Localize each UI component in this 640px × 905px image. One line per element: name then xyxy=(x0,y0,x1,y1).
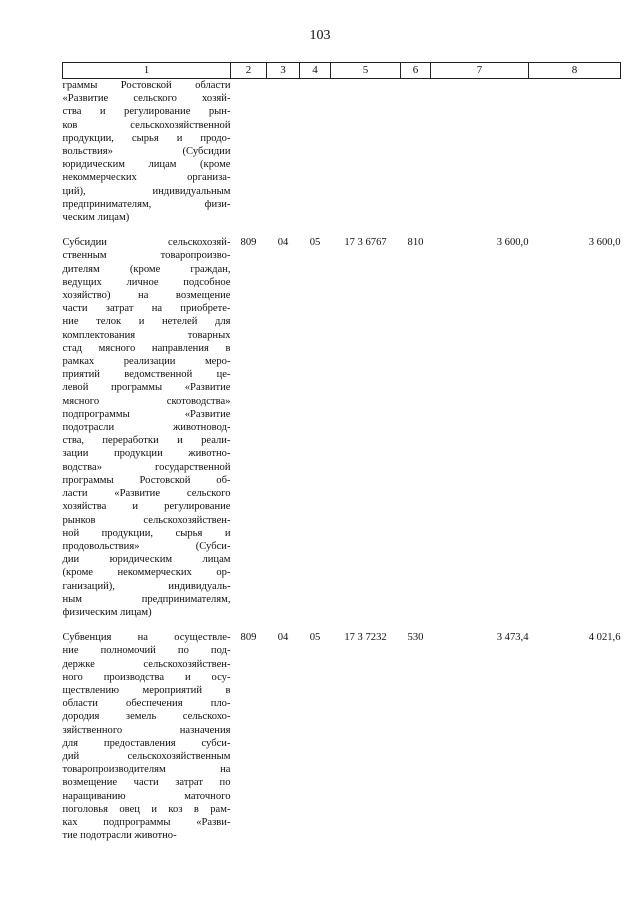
description-line: некоммерческих организа- xyxy=(62,172,231,184)
description-line: Субсидии сельскохозяй- xyxy=(62,237,231,249)
description-line: водства» государственной xyxy=(62,461,231,473)
column-header: 1 xyxy=(63,63,231,79)
code-cell-c4 xyxy=(300,79,331,225)
description-line: части затрат на приобрете- xyxy=(62,303,231,315)
description-line: ной продукции, сырья и xyxy=(62,527,231,539)
description-line: ций), индивидуальным xyxy=(62,185,231,197)
code-cell-c4: 05 xyxy=(309,632,321,644)
budget-table xyxy=(62,62,621,842)
description-line: продукции, сырья и продо- xyxy=(62,132,231,144)
row-gap xyxy=(63,619,621,631)
description-line: граммы Ростовской области xyxy=(62,80,231,91)
description-line: ственным товаропроизво- xyxy=(62,250,231,262)
code-cell-c2 xyxy=(231,79,267,225)
description-line: ства, переработки и реали- xyxy=(62,435,231,447)
amount-cell-c8: 3 600,0 xyxy=(588,237,621,249)
table-row xyxy=(63,236,621,619)
description-line: ного производства и осу- xyxy=(62,671,231,683)
code-cell-c3 xyxy=(267,79,300,225)
description-line: «Развитие сельского хозяй- xyxy=(62,93,231,105)
table-row xyxy=(63,631,621,842)
description-line: наращиванию маточного xyxy=(62,790,231,802)
amount-cell-c7: 3 473,4 xyxy=(496,632,529,644)
description-line: дителям (кроме граждан, xyxy=(62,263,231,275)
page-number: 103 xyxy=(309,28,331,43)
description-line: хозяйство) на возмещение xyxy=(62,290,231,302)
description-line: ние полномочий по под- xyxy=(62,645,231,657)
description-line: рынков сельскохозяйствен- xyxy=(62,514,231,526)
column-header: 3 xyxy=(267,63,300,79)
description-line: ганизаций), индивидуаль- xyxy=(62,580,231,592)
column-header: 2 xyxy=(231,63,267,79)
description-line: приятий ведомственной це- xyxy=(62,369,231,381)
code-cell-c6 xyxy=(401,79,431,225)
description-line: физическим лицам) xyxy=(62,606,152,618)
description-line: ние телок и нетелей для xyxy=(62,316,231,328)
column-header: 4 xyxy=(300,63,331,79)
description-line: мясного скотоводства» xyxy=(62,395,231,407)
description-line: рамках реализации меро- xyxy=(62,356,231,368)
description-line: хозяйства и регулирование xyxy=(62,501,231,513)
description-line: дий сельскохозяйственным xyxy=(62,750,231,762)
description-line: ведущих личное подсобное xyxy=(62,276,231,288)
description-line: зации продукции животно- xyxy=(62,448,231,460)
description-line: тие подотрасли животно- xyxy=(62,830,177,842)
description-line: подотрасли животновод- xyxy=(62,422,231,434)
description-line: комплектования товарных xyxy=(62,329,231,341)
description-line: стад мясного направления в xyxy=(62,342,231,354)
description-line: для предоставления субси- xyxy=(62,737,231,749)
row-gap xyxy=(63,224,621,236)
column-header: 8 xyxy=(529,63,621,79)
row-description xyxy=(63,631,231,842)
description-line: ческим лицам) xyxy=(62,212,130,224)
description-line: товаропроизводителям на xyxy=(62,764,231,776)
column-header: 6 xyxy=(401,63,431,79)
description-line: держке сельскохозяйствен- xyxy=(62,658,231,670)
description-line: зяйственного назначения xyxy=(62,724,231,736)
description-line: левой программы «Развитие xyxy=(62,382,231,394)
description-line: ков сельскохозяйственной xyxy=(62,119,231,131)
code-cell-c2: 809 xyxy=(240,237,257,249)
column-header: 7 xyxy=(431,63,529,79)
description-line: (кроме некоммерческих ор- xyxy=(62,567,231,579)
description-line: дородия земель сельскохо- xyxy=(62,711,231,723)
description-line: области обеспечения пло- xyxy=(62,698,231,710)
code-cell-c6: 530 xyxy=(407,632,424,644)
description-line: продовольствия» (Субси- xyxy=(62,540,231,552)
column-number-header xyxy=(63,63,621,79)
code-cell-c3: 04 xyxy=(277,632,289,644)
row-description xyxy=(63,79,231,225)
description-line: дии юридическим лицам xyxy=(62,554,231,566)
code-cell-c5 xyxy=(331,79,401,225)
code-cell-c6: 810 xyxy=(407,237,424,249)
code-cell-c5: 17 3 6767 xyxy=(344,237,387,249)
row-description xyxy=(63,236,231,619)
description-line: ществлению мероприятий в xyxy=(62,684,231,696)
table-row xyxy=(63,79,621,225)
description-line: программы Ростовской об- xyxy=(62,474,231,486)
amount-cell-c7: 3 600,0 xyxy=(496,237,529,249)
code-cell-c4: 05 xyxy=(309,237,321,249)
amount-cell-c8 xyxy=(529,79,621,225)
table-body xyxy=(63,79,621,843)
description-line: подпрограммы «Развитие xyxy=(62,408,231,420)
description-line: ласти «Развитие сельского xyxy=(62,488,231,500)
description-line: вольствия» (Субсидии xyxy=(62,146,231,158)
description-line: ках подпрограммы «Разви- xyxy=(62,816,231,828)
description-line: ным предпринимателям, xyxy=(62,593,231,605)
description-line: Субвенция на осуществле- xyxy=(62,632,231,644)
code-cell-c3: 04 xyxy=(277,237,289,249)
column-header: 5 xyxy=(331,63,401,79)
description-line: юридическим лицам (кроме xyxy=(62,159,231,171)
description-line: предпринимателям, физи- xyxy=(62,198,231,210)
code-cell-c2: 809 xyxy=(240,632,257,644)
amount-cell-c8: 4 021,6 xyxy=(588,632,621,644)
description-line: поголовья овец и коз в рам- xyxy=(62,803,231,815)
amount-cell-c7 xyxy=(431,79,529,225)
description-line: ства и регулирование рын- xyxy=(62,106,231,118)
code-cell-c5: 17 3 7232 xyxy=(344,632,387,644)
description-line: возмещение части затрат по xyxy=(62,777,231,789)
